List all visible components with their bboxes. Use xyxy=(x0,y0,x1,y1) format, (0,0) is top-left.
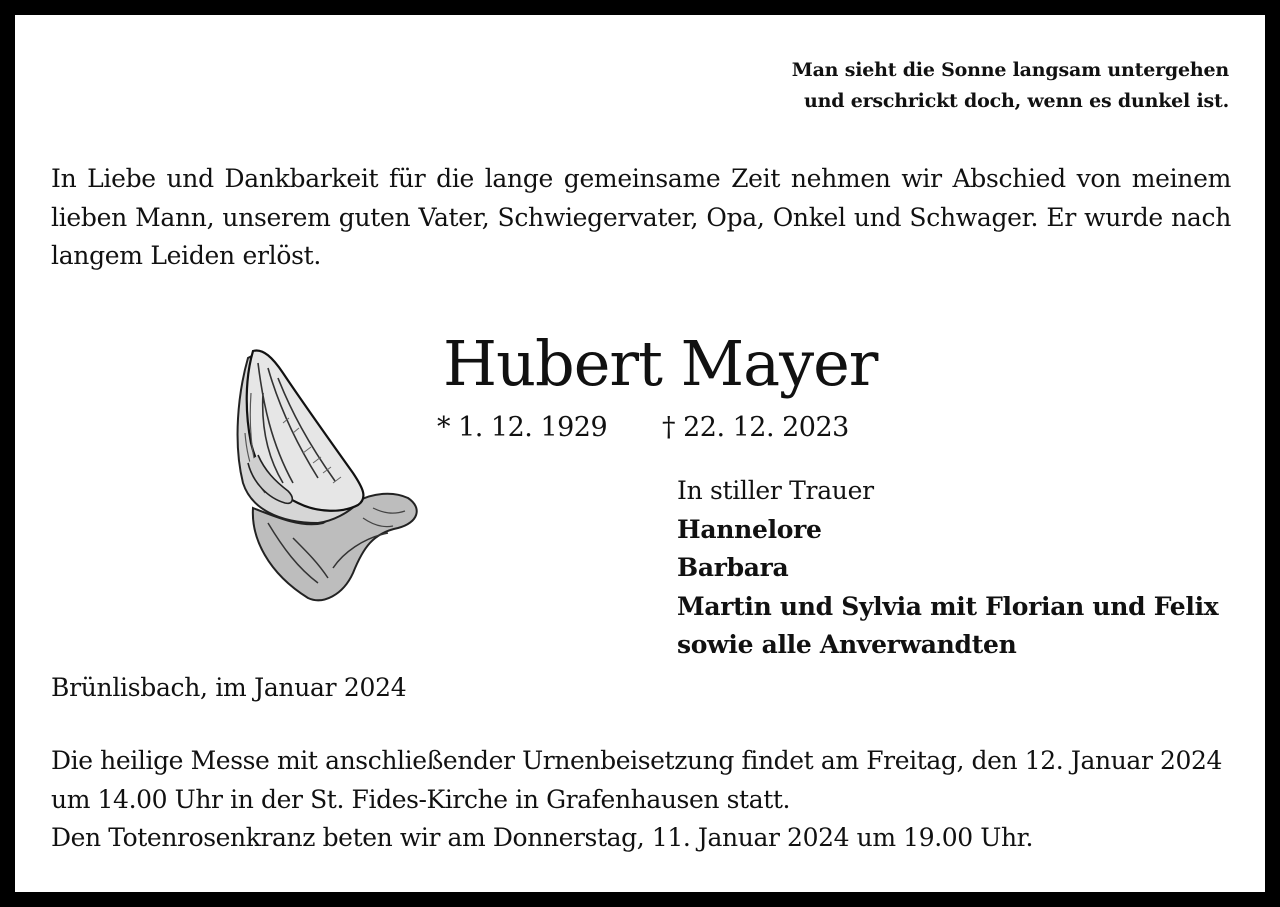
service-line-2: um 14.00 Uhr in der St. Fides-Kirche in Grafenhausen statt. xyxy=(51,784,791,814)
epigraph-quote xyxy=(792,55,1229,117)
service-line-1: Die heilige Messe mit anschließender Urnenbeisetzung findet am Freitag, den 12. Januar 2024 xyxy=(51,746,1223,775)
mourners-intro: In stiller Trauer xyxy=(677,476,874,505)
mourner-name: sowie alle Anverwandten xyxy=(677,630,1017,659)
mourner-name: Martin und Sylvia mit Florian und Felix xyxy=(677,591,1219,621)
place-date: Brünlisbach, im Januar 2024 xyxy=(51,673,407,702)
death-date: † 22. 12. 2023 xyxy=(662,412,849,443)
obituary-card xyxy=(15,15,1265,892)
deceased-name: Hubert Mayer xyxy=(443,327,878,400)
mourner-name: Hannelore xyxy=(677,514,822,544)
epigraph-line-1: Man sieht die Sonne langsam untergehen xyxy=(791,59,1229,81)
epigraph-line-2: und erschrickt doch, wenn es dunkel ist. xyxy=(803,90,1229,112)
birth-date: * 1. 12. 1929 xyxy=(437,412,608,443)
mourner-name: Barbara xyxy=(677,553,789,582)
service-line-3: Den Totenrosenkranz beten wir am Donnerstag, 11. Januar 2024 um 19.00 Uhr. xyxy=(51,823,1034,852)
mourners-list xyxy=(677,472,1218,665)
service-info xyxy=(51,742,1222,858)
praying-hands-icon xyxy=(223,333,423,603)
intro-text: In Liebe und Dankbarkeit für die lange gemeinsame Zeit nehmen wir Abschied von meinem lieben Mann, unserem guten Vater, Schwiegervater, Opa, Onkel und Schwager. Er wurde nach langem Leiden erlöst. xyxy=(51,164,1231,270)
